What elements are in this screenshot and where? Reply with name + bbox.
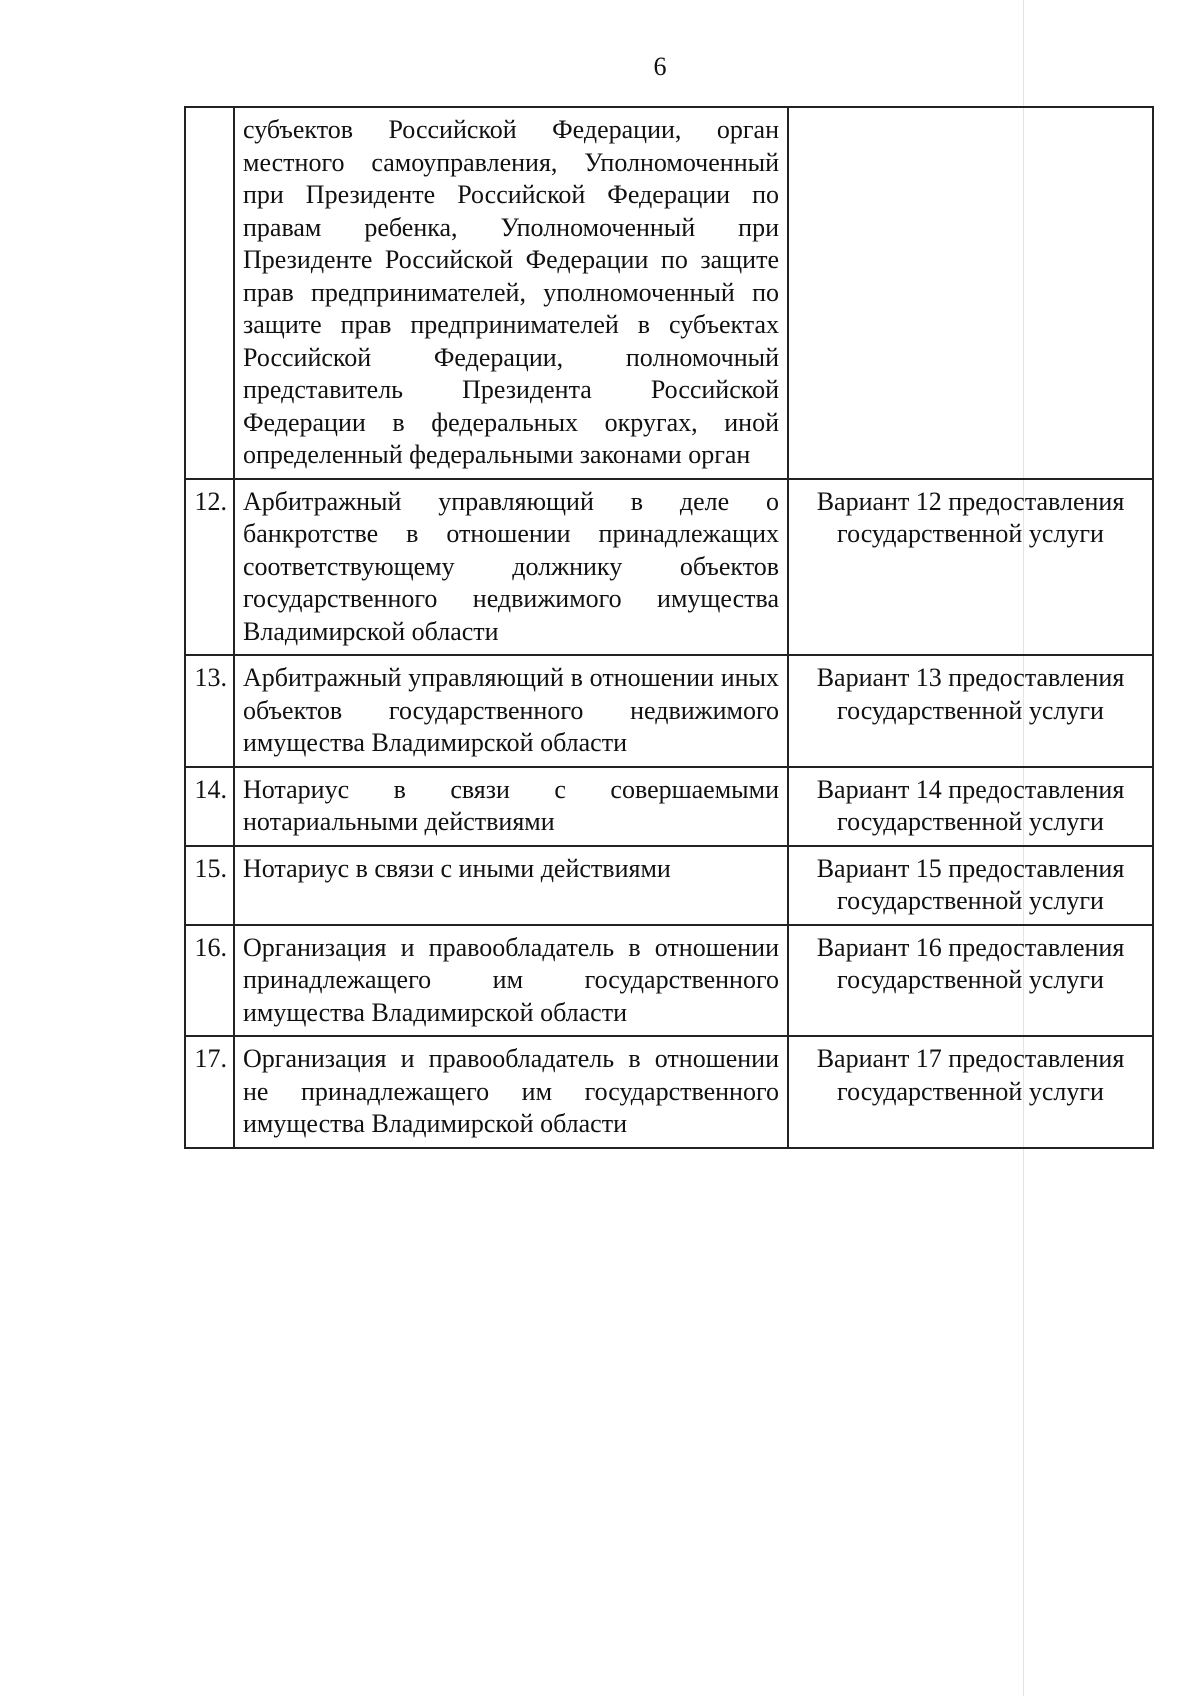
service-variant xyxy=(788,846,1153,925)
page-number: 6 xyxy=(653,52,667,81)
table-row xyxy=(185,107,1153,479)
table-row xyxy=(185,655,1153,767)
service-variant xyxy=(788,1036,1153,1148)
variant-service: государственной услуги xyxy=(837,519,1104,548)
applicant-description: Арбитражный управляющий в деле о банкротстве в отношении принадлежащих соответствующему должнику объектов государственного недвижимого имущества Владимирской области xyxy=(234,479,788,656)
table-row xyxy=(185,1036,1153,1148)
table-row xyxy=(185,925,1153,1037)
row-number: 13. xyxy=(185,655,234,767)
variant-label: Вариант 13 предоставления xyxy=(816,663,1125,692)
service-variant xyxy=(788,107,1153,479)
applicant-description: Арбитражный управляющий в отношении иных объектов государственного недвижимого имущества Владимирской области xyxy=(234,655,788,767)
table-row xyxy=(185,846,1153,925)
applicant-description: Нотариус в связи с иными действиями xyxy=(234,846,788,925)
variant-label: Вариант 12 предоставления xyxy=(816,486,1125,516)
row-number: 12. xyxy=(185,479,234,656)
variant-service: государственной услуги xyxy=(837,695,1104,725)
row-number: 16. xyxy=(185,925,234,1037)
table-row xyxy=(185,479,1153,656)
row-number: 15. xyxy=(185,846,234,925)
services-table xyxy=(184,106,1154,1149)
row-number: 17. xyxy=(185,1036,234,1148)
service-variant xyxy=(788,655,1153,767)
variant-label: Вариант 15 предоставления xyxy=(816,853,1125,883)
applicant-description: субъектов Российской Федерации, орган местного самоуправления, Уполномоченный при Президенте Российской Федерации по правам ребенка, Уполномоченный при Президенте Российской Федерации по защите прав предпринимателей, уполномоченный по защите прав предпринимателей в субъектах Российской Федерации, полномочный представитель Президента Российской Федерации в федеральных округах, иной определенный федеральными законами орган xyxy=(234,107,788,479)
applicant-description: Организация и правообладатель в отношении принадлежащего им государственного имущества Владимирской области xyxy=(234,925,788,1037)
service-variant xyxy=(788,925,1153,1037)
row-number xyxy=(185,107,234,479)
table-row xyxy=(185,767,1153,846)
variant-service: государственной услуги xyxy=(837,965,1104,994)
variant-label: Вариант 17 предоставления xyxy=(816,1044,1125,1073)
applicant-description: Нотариус в связи с совершаемыми нотариальными действиями xyxy=(234,767,788,846)
row-number: 14. xyxy=(185,767,234,846)
applicant-description: Организация и правообладатель в отношении не принадлежащего им государственного имущества Владимирской области xyxy=(234,1036,788,1148)
variant-service: государственной услуги xyxy=(837,886,1104,915)
variant-label: Вариант 14 предоставления xyxy=(816,774,1125,804)
variant-service: государственной услуги xyxy=(837,1076,1104,1106)
service-variant xyxy=(788,767,1153,846)
variant-service: государственной услуги xyxy=(837,807,1104,836)
variant-label: Вариант 16 предоставления xyxy=(816,932,1125,962)
service-variant xyxy=(788,479,1153,656)
